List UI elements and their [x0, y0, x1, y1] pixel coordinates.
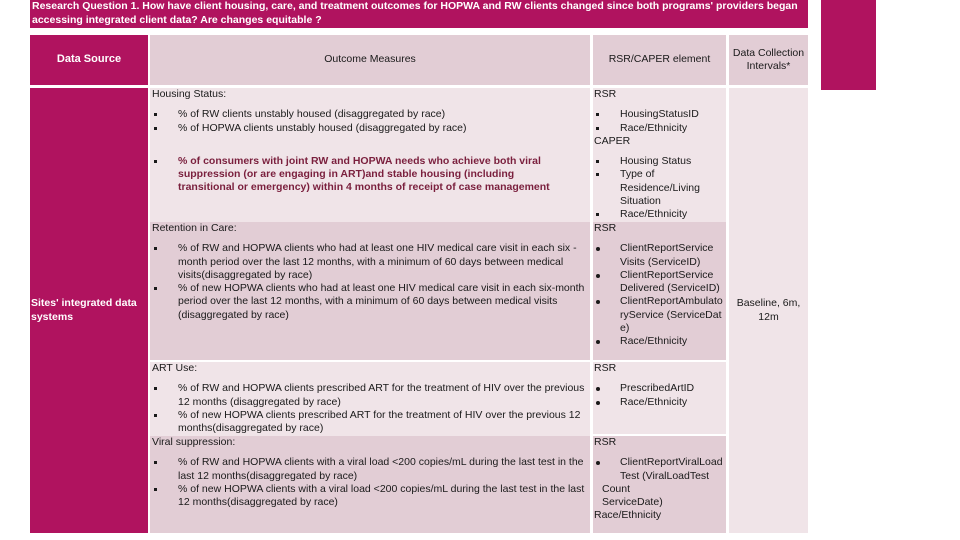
retention-outcome-cell	[150, 222, 590, 360]
caper-item: Housing Status	[594, 155, 725, 168]
data-source-text: Sites' integrated data systems	[31, 297, 137, 323]
rsr-label: RSR	[594, 222, 617, 234]
retention-rsr-cell	[593, 222, 726, 360]
retention-measure: % of new HOPWA clients who had at least one HIV medical care visit in each six-month period over the last 12 months, with a minimum of 60 days between medical visits (disaggregated by race)	[152, 282, 588, 322]
rsr-tail-line: Count	[602, 482, 631, 495]
housing-measure: % of RW clients unstably housed (disaggregated by race)	[152, 108, 588, 121]
rsr-label: RSR	[594, 88, 617, 100]
housing-rsr-cell	[593, 88, 726, 222]
housing-joint-measure: % of consumers with joint RW and HOPWA needs who achieve both viral suppression (or are engaging in ART)and stable housing (including transitional or emergency) within 4 months of receipt of case management	[152, 155, 568, 195]
rsr-item: Race/Ethnicity	[594, 122, 725, 135]
housing-measure: % of HOPWA clients unstably housed (disaggregated by race)	[152, 122, 588, 135]
rsr-item: HousingStatusID	[594, 108, 725, 121]
rsr-tail-line: ServiceDate)	[602, 496, 663, 509]
data-source-cell	[30, 88, 148, 533]
rsr-tail-line: Race/Ethnicity	[594, 509, 662, 522]
rsr-item: ClientReportService Delivered (ServiceID)	[594, 269, 725, 296]
header-data-source: Data Source	[30, 35, 148, 85]
title-banner	[30, 0, 808, 28]
intervals-cell	[729, 88, 808, 533]
header-rsr-caper: RSR/CAPER element	[593, 35, 726, 85]
art-rsr-cell	[593, 362, 726, 434]
caper-item: Race/Ethnicity	[594, 208, 725, 221]
rsr-item: Race/Ethnicity	[594, 335, 725, 348]
art-outcome-cell	[150, 362, 590, 436]
art-measure: % of RW and HOPWA clients prescribed ART for the treatment of HIV over the previous 12 months (disaggregated by race)	[152, 382, 588, 409]
viral-outcome-cell	[150, 436, 590, 533]
research-question-title: Research Question 1. How have client housing, care, and treatment outcomes for HOPWA and RW clients changed since both programs' providers began accessing integrated client data? Are changes equitable ?	[32, 0, 798, 26]
art-measure: % of new HOPWA clients prescribed ART for the treatment of HIV over the previous 12 months(disaggregated by race)	[152, 409, 588, 436]
rsr-item: PrescribedArtID	[594, 382, 725, 395]
housing-outcome-cell	[150, 88, 590, 222]
header-intervals: Data Collection Intervals*	[729, 35, 808, 85]
retention-measure: % of RW and HOPWA clients who had at least one HIV medical care visit in each six -month period over the last 12 months, with a minimum of 60 days between medical visits(disaggregated by race)	[152, 242, 588, 282]
caper-item: Type of Residence/Living Situation	[594, 168, 725, 208]
decorative-side-block	[821, 0, 876, 90]
viral-measure: % of new HOPWA clients with a viral load <200 copies/mL during the last test in the last 12 months(disaggregated by race)	[152, 483, 588, 510]
rsr-item: ClientReportViralLoadTest (ViralLoadTest	[594, 456, 725, 483]
rsr-item: ClientReportService Visits (ServiceID)	[594, 242, 725, 269]
caper-label: CAPER	[594, 134, 631, 147]
rsr-item: Race/Ethnicity	[594, 396, 725, 409]
housing-label: Housing Status:	[152, 88, 227, 100]
rsr-item: ClientReportAmbulatoryService (ServiceDate)	[594, 295, 725, 335]
retention-label: Retention in Care:	[152, 222, 237, 234]
rsr-label: RSR	[594, 436, 617, 448]
intervals-text: Baseline, 6m, 12m	[736, 297, 801, 323]
header-outcome-measures: Outcome Measures	[150, 35, 590, 85]
viral-rsr-cell	[593, 436, 726, 533]
viral-measure: % of RW and HOPWA clients with a viral load <200 copies/mL during the last test in the last 12 months(disaggregated by race)	[152, 456, 588, 483]
rsr-label: RSR	[594, 362, 617, 374]
art-label: ART Use:	[152, 362, 198, 374]
viral-label: Viral suppression:	[152, 436, 236, 448]
